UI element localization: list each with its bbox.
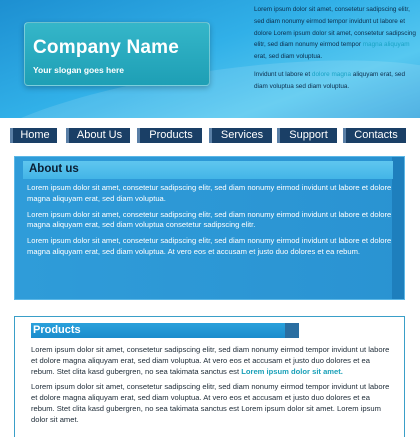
- nav-support[interactable]: Support: [277, 128, 337, 143]
- header-highlight-2: dolore magna: [311, 70, 352, 78]
- about-paragraph-1: Lorem ipsum dolor sit amet, consetetur sadipscing elitr, sed diam nonumy eirmod invidunt ut labore et dolore magna aliquyam erat, sed diam voluptua.: [27, 183, 392, 203]
- header-paragraph-2: [254, 69, 416, 93]
- header-highlight-1: magna aliquyam: [362, 41, 410, 49]
- header-text-1a: Lorem ipsum dolor sit amet, consetetur sadipscing elitr, sed diam nonumy eirmod tempor invidunt ut labore et dolore Lorem ipsum dolor sit amet, consetetur sadipscing elitr, sed diam nonumy eirmod tempor: [254, 6, 416, 49]
- products-heading-tail: [285, 323, 299, 338]
- nav-home[interactable]: Home: [10, 128, 57, 143]
- products-link[interactable]: Lorem ipsum dolor sit amet.: [241, 366, 343, 376]
- products-title: Products: [33, 324, 81, 336]
- main-nav: [0, 128, 420, 144]
- nav-about-us[interactable]: About Us: [66, 128, 130, 143]
- about-paragraph-2: Lorem ipsum dolor sit amet, consetetur sadipscing elitr, sed diam nonumy eirmod invidunt ut labore et dolore magna aliquyam erat, sed diam voluptua consetetur sadipscing elitr.: [27, 209, 392, 230]
- header-intro-text: [254, 4, 416, 99]
- nav-products[interactable]: Products: [137, 128, 202, 143]
- header-banner: [0, 0, 420, 118]
- logo-box[interactable]: [24, 22, 210, 86]
- about-title: About us: [29, 163, 79, 175]
- products-section: [14, 316, 405, 437]
- products-paragraph-2: Lorem ipsum dolor sit amet, consetetur sadipscing elitr, sed diam nonumy eirmod tempor invidunt ut labore et dolore magna aliquyam erat, sed diam voluptua. At vero eos et accusam et justo duo dolores et ea rebum. Stet clita kasd gubergren, no sea takimata sanctus est Lorem ipsum dolor sit amet. Lorem ipsum dolor sit amet.: [31, 382, 390, 424]
- about-paragraph-3: Lorem ipsum dolor sit amet, consetetur sadipscing elitr, sed diam nonumy eirmod invidunt ut labore et dolore magna aliquyam erat, sed diam voluptua. At vero eos et accusam et justo duo dolores et ea rebum.: [27, 236, 392, 256]
- header-text-1b: erat, sed diam voluptua.: [254, 53, 323, 61]
- header-text-2a: Invidunt ut labore et: [254, 70, 312, 78]
- header-paragraph-1: [254, 4, 416, 63]
- products-body: [31, 345, 393, 431]
- about-heading-bar: [23, 161, 393, 179]
- about-body: [27, 183, 395, 263]
- about-section: [14, 156, 405, 300]
- company-name: Company Name: [33, 37, 179, 58]
- nav-services[interactable]: Services: [209, 128, 272, 143]
- slogan: Your slogan goes here: [33, 65, 125, 75]
- products-text-1: Lorem ipsum dolor sit amet, consetetur sadipscing elitr, sed diam nonumy eirmod tempor invidunt ut labore et dolore magna aliquyam erat, sed diam voluptua. At vero eos et accusam et justo duo dolores et ea rebum. Stet clita kasd gubergren, no sea takimata sanctus est: [31, 345, 390, 376]
- nav-contacts[interactable]: Contacts: [343, 128, 406, 143]
- header-text-2b: aliquyam erat, sed diam voluptua sed diam voluptua.: [254, 70, 406, 90]
- products-heading-bar: [31, 323, 285, 338]
- products-paragraph-1: [31, 345, 393, 377]
